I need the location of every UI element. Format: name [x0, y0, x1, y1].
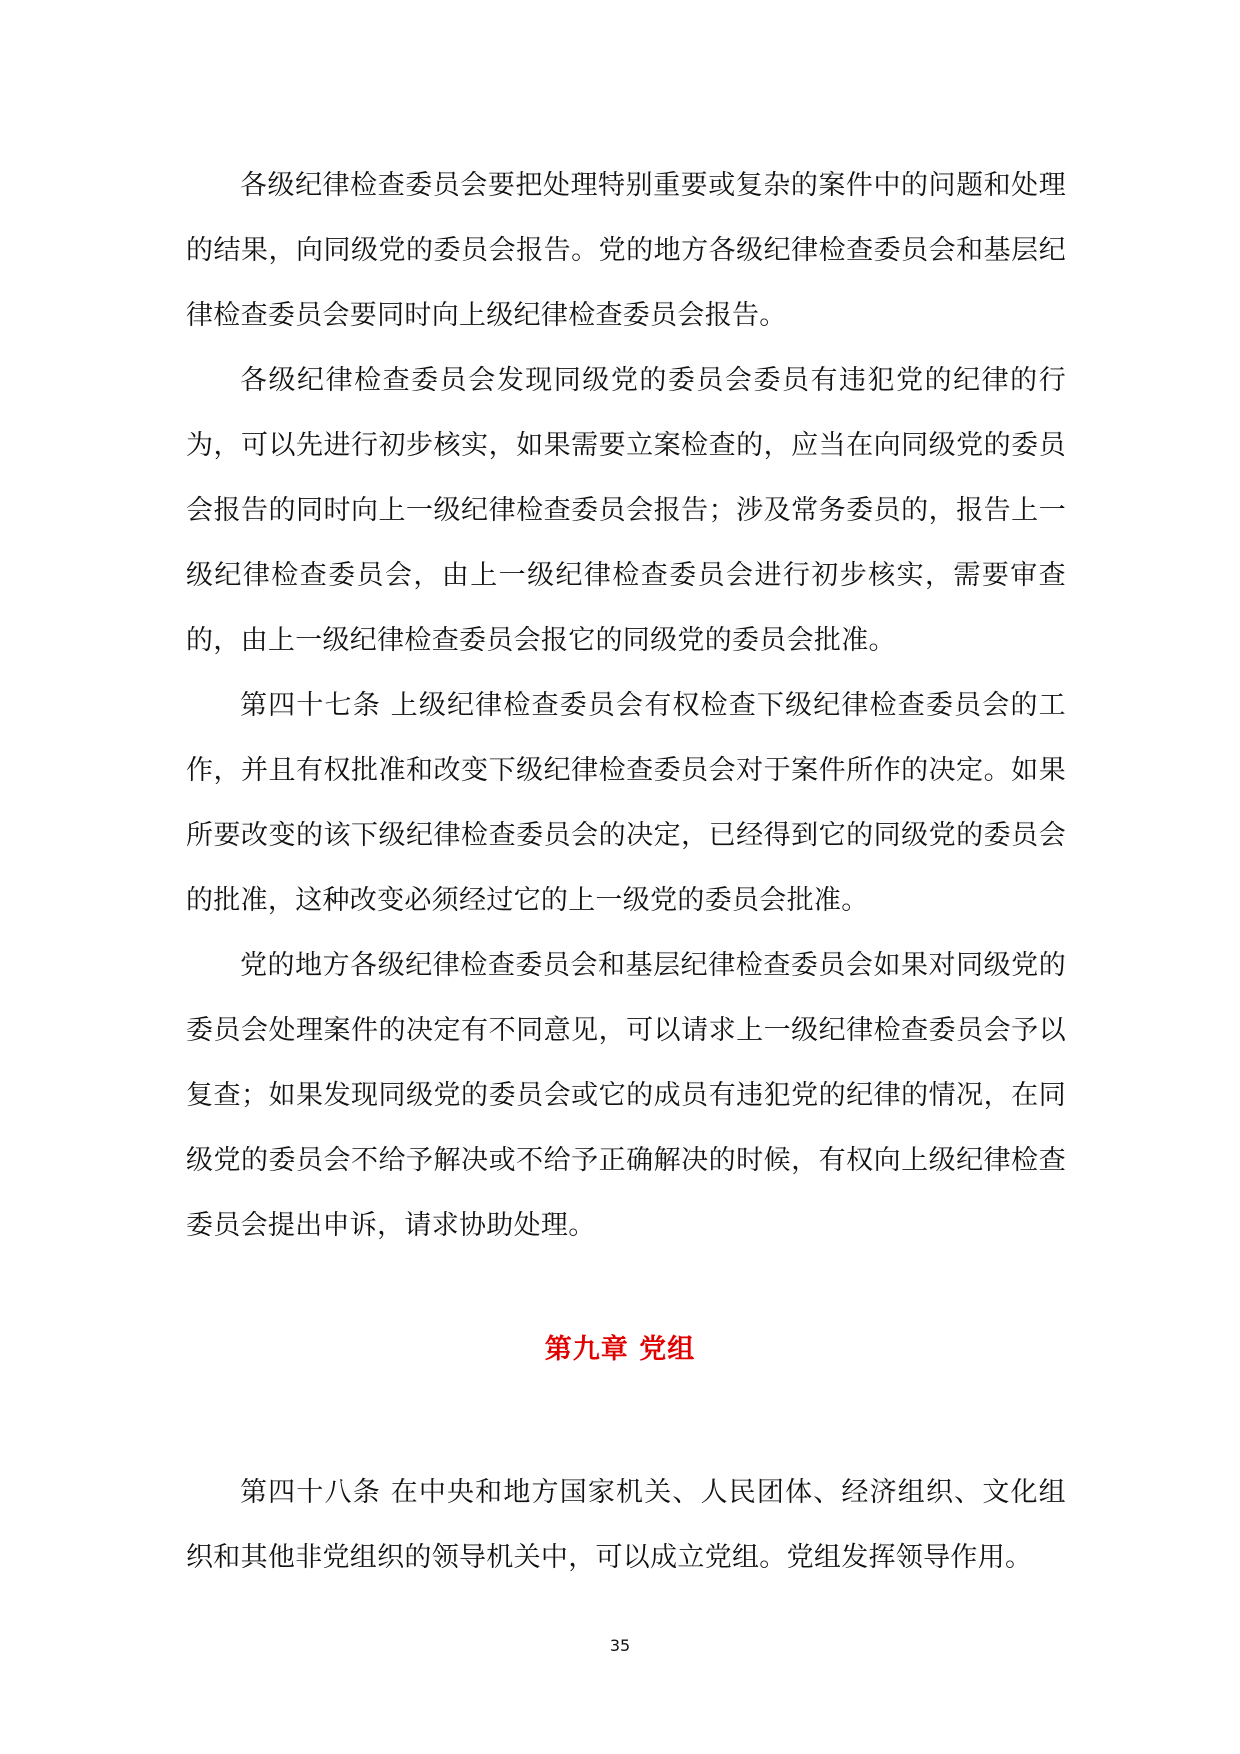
page-number: 35: [609, 1636, 631, 1655]
paragraph: 党的地方各级纪律检查委员会和基层纪律检查委员会如果对同级党的委员会处理案件的决定有不同意见，可以请求上一级纪律检查委员会予以复查；如果发现同级党的委员会或它的成员有违犯党的纪律的情况，在同级党的委员会不给予解决或不给予正确解决的时候，有权向上级纪律检查委员会提出申诉，请求协助处理。: [186, 950, 1066, 1241]
paragraph-article-47: 第四十七条 上级纪律检查委员会有权检查下级纪律检查委员会的工作，并且有权批准和改变下级纪律检查委员会对于案件所作的决定。如果所要改变的该下级纪律检查委员会的决定，已经得到它的同级党的委员会的批准，这种改变必须经过它的上一级党的委员会批准。: [186, 690, 1066, 916]
chapter-heading: 第九章 党组: [544, 1334, 696, 1365]
chapter-body-text: [186, 1460, 1066, 1590]
paragraph: 各级纪律检查委员会要把处理特别重要或复杂的案件中的问题和处理的结果，向同级党的委员会报告。党的地方各级纪律检查委员会和基层纪律检查委员会要同时向上级纪律检查委员会报告。: [186, 170, 1066, 331]
body-text: [186, 153, 1066, 1258]
paragraph-article-48: 第四十八条 在中央和地方国家机关、人民团体、经济组织、文化组织和其他非党组织的领导机关中，可以成立党组。党组发挥领导作用。: [186, 1477, 1066, 1573]
paragraph: 各级纪律检查委员会发现同级党的委员会委员有违犯党的纪律的行为，可以先进行初步核实，如果需要立案检查的，应当在向同级党的委员会报告的同时向上一级纪律检查委员会报告；涉及常务委员的，报告上一级纪律检查委员会，由上一级纪律检查委员会进行初步核实，需要审查的，由上一级纪律检查委员会报它的同级党的委员会批准。: [186, 365, 1066, 656]
